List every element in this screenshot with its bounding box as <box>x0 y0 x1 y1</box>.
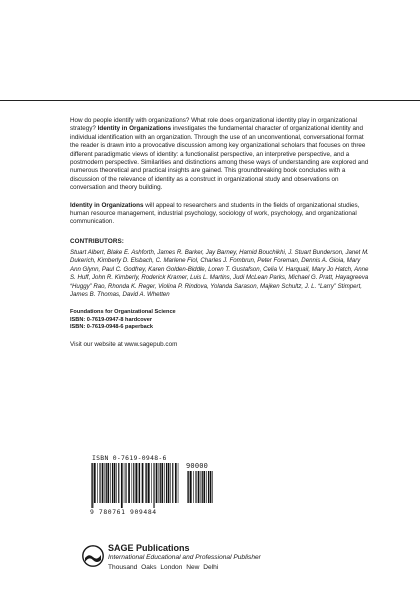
barcode-bar <box>160 463 161 503</box>
barcode-bar <box>206 471 207 503</box>
back-cover-text <box>70 117 370 348</box>
barcode-bar <box>94 463 96 503</box>
barcode-bar <box>106 463 107 503</box>
contributors-list: Stuart Albert, Blake E. Ashforth, James R. Barker, Jay Barney, Hamid Bouchikhi, J. Stuart Bunderson, Janet M. Dukerich, Kimberly D. Elsbach, C. Marlene Fiol, Charles J. Fombrun, Peter Foreman, Dennis A. Gioia, Mary Ann Glynn, Paul C. Godfrey, Karen Golden-Biddle, Loren T. Gustafson, Celia V. Harquail, Mary Jo Hatch, Anne S. Huff, John R. Kimberly, Roderick Kramer, Luis L. Martins, Judi McLean Parks, Michael G. Pratt, Hayagreeva “Huggy” Rao, Rhonda K. Reger, Violina P. Rindova, Yolanda Sarason, Majken Schultz, J. L. “Larry” Stimpert, James B. Thomas, David A. Whetten <box>70 248 369 298</box>
barcode-bar <box>97 463 98 503</box>
addon-barcode <box>186 471 216 508</box>
description-paragraph-2 <box>70 202 370 227</box>
p1-rest: investigates the fundamental character of organizational identity and individual identification with an organization. Through the use of an unconventional, conversational format the reader is drawn into a provocative discussion among key organizational scholars that focuses on three different paradigmatic views of identity: a functionalist perspective, an interpretive perspective, and a postmodern perspective. Similarities and distinctions among these ways of understanding are explored and numerous theoretical and practical insights are gained. This groundbreaking book concludes with a discussion of the relevance of identity as a construct in organizational study and observations on conversation and theory building. <box>70 125 369 192</box>
barcode-bar <box>172 463 173 503</box>
barcode-bar <box>133 463 134 503</box>
barcode-bar <box>156 463 158 503</box>
series-name: Foundations for Organizational Science <box>70 309 176 316</box>
barcode-bar <box>110 463 111 503</box>
isbn-hardcover: ISBN: 0-7619-0947-8 hardcover <box>70 316 153 323</box>
barcode-ean: 9 780761 909484 <box>90 508 157 516</box>
p1-start: How do people identify with organizations? What role does organizational identity play in organizational strategy? <box>70 117 358 133</box>
barcode-bar <box>105 463 106 503</box>
barcode-bar <box>212 471 213 503</box>
barcode-bar <box>118 463 119 503</box>
barcode-bar <box>114 463 116 503</box>
publisher-name: SAGE Publications <box>108 543 190 553</box>
barcode-bar <box>124 463 125 503</box>
barcode-bar <box>92 463 93 508</box>
barcode-bar <box>210 471 212 503</box>
barcode-bar <box>168 463 170 503</box>
contributors-heading: CONTRIBUTORS: <box>70 237 125 245</box>
website-line: Visit our website at www.sagepub.com <box>70 340 178 348</box>
barcode-bar <box>146 463 147 503</box>
barcode-bar <box>151 463 152 503</box>
barcode-bar <box>102 463 104 503</box>
barcode-bar <box>178 463 179 503</box>
barcode <box>90 454 230 518</box>
barcode-bar <box>159 463 160 503</box>
main-barcode <box>90 463 180 508</box>
barcode-bar <box>208 471 209 503</box>
barcode-bar <box>190 471 192 503</box>
sage-logo-icon <box>82 545 104 567</box>
publisher-block <box>82 543 382 583</box>
barcode-price-code: 90000 <box>186 462 209 470</box>
p2-title: Identity in Organizations <box>70 201 144 209</box>
barcode-bar <box>99 463 100 503</box>
barcode-bar <box>188 471 189 503</box>
barcode-bar <box>193 471 194 503</box>
barcode-bar <box>145 463 146 503</box>
isbn-paperback: ISBN: 0-7619-0948-6 paperback <box>70 323 154 330</box>
p2-rest: will appeal to researchers and students in the fields of organizational studies, human resource management, industrial psychology, sociology of work, psychology, and organizational communication. <box>70 201 360 226</box>
barcode-bar <box>91 463 92 508</box>
barcode-bar <box>116 463 117 503</box>
barcode-bar <box>170 463 171 503</box>
barcode-bar <box>153 463 154 508</box>
barcode-bar <box>148 463 150 503</box>
barcode-bar <box>201 471 202 503</box>
publisher-tagline: International Educational and Professional Publisher <box>108 554 261 561</box>
barcode-bar <box>135 463 137 503</box>
top-band <box>0 0 420 101</box>
barcode-isbn: ISBN 0-7619-0948-6 <box>92 454 167 462</box>
barcode-bar <box>202 471 203 503</box>
barcode-bar <box>107 463 109 503</box>
barcode-bar <box>166 463 167 503</box>
barcode-bar <box>195 471 196 503</box>
description-paragraph-1 <box>70 117 370 193</box>
series-info <box>70 309 370 331</box>
barcode-bar <box>187 471 188 503</box>
publisher-cities: Thousand Oaks London New Delhi <box>108 564 219 571</box>
barcode-bar <box>112 463 113 503</box>
barcode-bar <box>161 463 163 503</box>
barcode-bar <box>142 463 144 503</box>
barcode-bar <box>203 471 205 503</box>
barcode-bar <box>125 463 126 503</box>
barcode-bar <box>164 463 165 503</box>
barcode-bar <box>132 463 133 503</box>
barcode-bar <box>121 463 123 508</box>
p1-title: Identity in Organizations <box>97 125 172 133</box>
barcode-bar <box>175 463 177 503</box>
barcode-bar <box>198 471 200 503</box>
barcode-bar <box>128 463 130 503</box>
barcode-bar <box>139 463 140 503</box>
barcode-bar <box>138 463 139 503</box>
